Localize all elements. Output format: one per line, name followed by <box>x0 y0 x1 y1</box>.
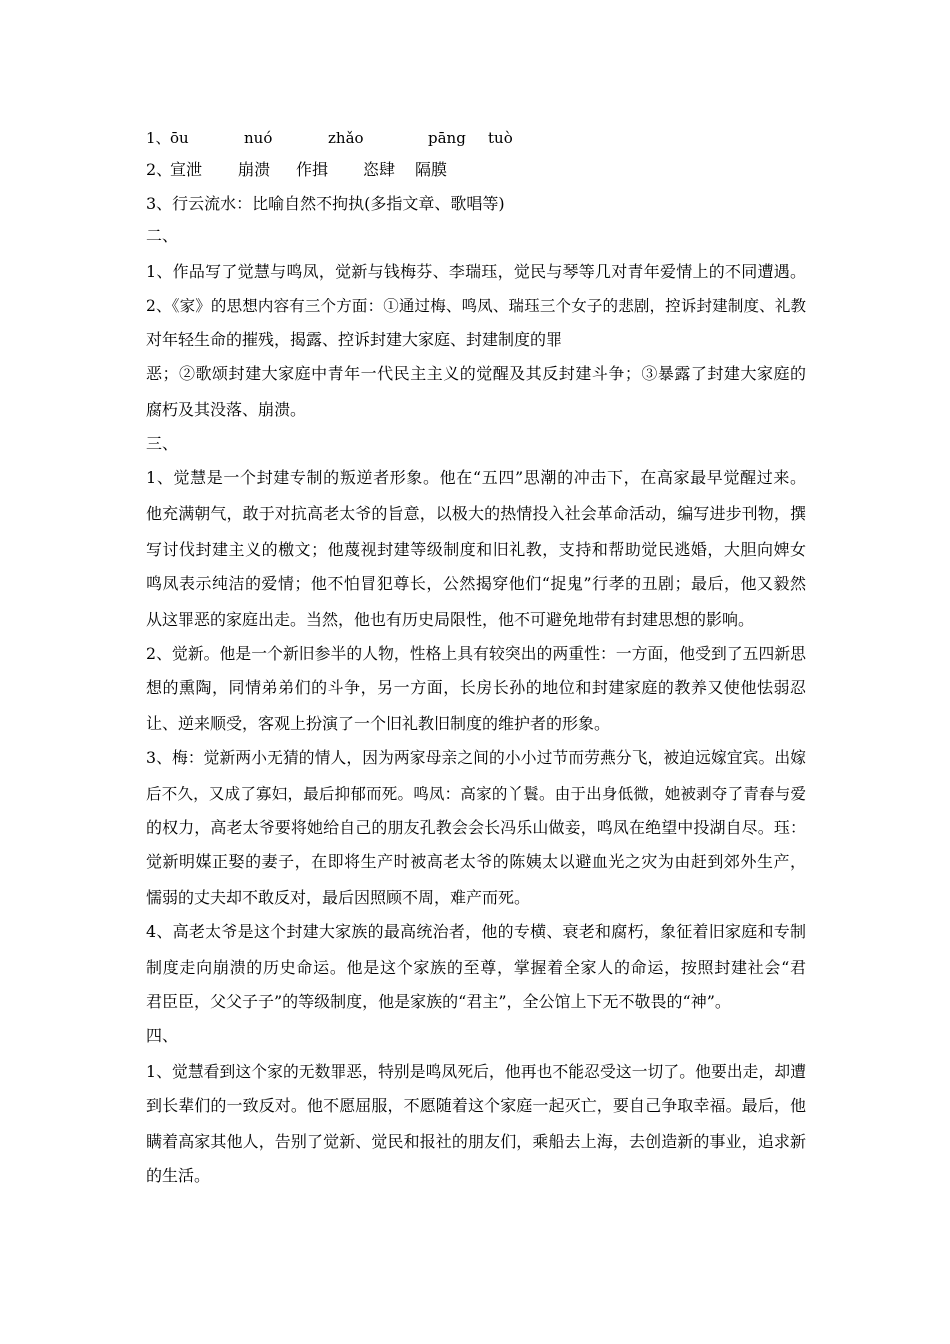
paragraph-line: 后不久，又成了寡妇，最后抑郁而死。鸣凤：高家的丫鬟。由于出身低微，她被剥夺了青春与爱 <box>146 785 806 803</box>
paragraph-line: 1、觉慧是一个封建专制的叛逆者形象。他在“五四”思潮的冲击下，在高家最早觉醒过来。 <box>146 468 806 487</box>
paragraph-line: 觉新明媒正娶的妻子，在即将生产时被高老太爷的陈姨太以避血光之灾为由赶到郊外生产， <box>146 852 806 871</box>
paragraph-line: 懦弱的丈夫却不敢反对，最后因照顾不周，难产而死。 <box>146 888 531 907</box>
paragraph-line: 让、逆来顺受，客观上扮演了一个旧礼教旧制度的维护者的形象。 <box>146 714 611 733</box>
pinyin-item: tuò <box>488 129 513 147</box>
paragraph-line: 君臣臣，父父子子”的等级制度，他是家族的“君主”，全公馆上下无不敬畏的“神”。 <box>146 992 731 1011</box>
paragraph-line: 的生活。 <box>146 1166 211 1185</box>
section-heading: 四、 <box>146 1026 179 1045</box>
paragraph-line: 鸣凤表示纯洁的爱情；他不怕冒犯尊长，公然揭穿他们“捉鬼”行孝的丑剧；最后，他又毅然 <box>146 574 806 593</box>
paragraph-line: 制度走向崩溃的历史命运。他是这个家族的至尊，掌握着全家人的命运，按照封建社会“君 <box>146 958 806 977</box>
word-item: 崩溃 <box>238 160 271 179</box>
section-heading: 三、 <box>146 434 179 453</box>
pinyin-item: ōu <box>170 129 189 147</box>
paragraph-line: 1、觉慧看到这个家的无数罪恶，特别是鸣凤死后，他再也不能忍受这一切了。他要出走，却遭 <box>146 1062 806 1081</box>
paragraph-line: 对年轻生命的摧残，揭露、控诉封建大家庭、封建制度的罪 <box>146 330 563 349</box>
paragraph-line: 2、觉新。他是一个新旧参半的人物，性格上具有较突出的两重性：一方面，他受到了五四新思 <box>146 644 806 663</box>
word-item: 宣泄 <box>170 160 203 179</box>
idiom-answer: 3、行云流水：比喻自然不拘执(多指文章、歌唱等) <box>146 194 505 213</box>
paragraph-line: 想的熏陶，同情弟弟们的斗争，另一方面，长房长孙的地位和封建家庭的教养又使他怯弱忍 <box>146 678 806 697</box>
pinyin-item: zhǎo <box>328 129 364 147</box>
word-item: 隔膜 <box>415 160 448 179</box>
pinyin-item: nuó <box>244 129 273 147</box>
paragraph-line: 的权力，高老太爷要将她给自己的朋友孔教会会长冯乐山做妾，鸣凤在绝望中投湖自尽。珏： <box>146 818 806 837</box>
paragraph-line: 从这罪恶的家庭出走。当然，他也有历史局限性，他不可避免地带有封建思想的影响。 <box>146 610 755 629</box>
section-heading: 二、 <box>146 226 179 245</box>
paragraph-line: 恶；②歌颂封建大家庭中青年一代民主主义的觉醒及其反封建斗争；③暴露了封建大家庭的 <box>146 364 806 383</box>
paragraph-line: 4、高老太爷是这个封建大家族的最高统治者，他的专横、衰老和腐朽，象征着旧家庭和专制 <box>146 922 806 941</box>
paragraph-line: 1、作品写了觉慧与鸣凤，觉新与钱梅芬、李瑞珏，觉民与琴等几对青年爱情上的不同遭遇。 <box>146 262 806 281</box>
pinyin-answers <box>146 128 846 148</box>
word-answers <box>146 160 846 180</box>
word-item: 恣肆 <box>363 160 396 179</box>
pinyin-item: pāng <box>428 129 466 147</box>
paragraph-line: 2、《家》的思想内容有三个方面：①通过梅、鸣凤、瑞珏三个女子的悲剧，控诉封建制度、礼教 <box>146 297 806 315</box>
paragraph-line: 到长辈们的一致反对。他不愿屈服，不愿随着这个家庭一起灭亡，要自己争取幸福。最后，他 <box>146 1096 806 1115</box>
item-number: 1、 <box>146 129 171 147</box>
paragraph-line: 写讨伐封建主义的檄文；他蔑视封建等级制度和旧礼教，支持和帮助觉民逃婚，大胆向婢女 <box>146 540 806 559</box>
paragraph-line: 腐朽及其没落、崩溃。 <box>146 400 307 419</box>
word-item: 作揖 <box>296 160 329 179</box>
paragraph-line: 3、梅：觉新两小无猜的情人，因为两家母亲之间的小小过节而劳燕分飞，被迫远嫁宜宾。出嫁 <box>146 748 806 767</box>
paragraph-line: 他充满朝气，敢于对抗高老太爷的旨意，以极大的热情投入社会革命活动，编写进步刊物，撰 <box>146 504 806 523</box>
paragraph-line: 瞒着高家其他人，告别了觉新、觉民和报社的朋友们，乘船去上海，去创造新的事业，追求新 <box>146 1132 806 1151</box>
item-number: 2、 <box>146 160 173 179</box>
